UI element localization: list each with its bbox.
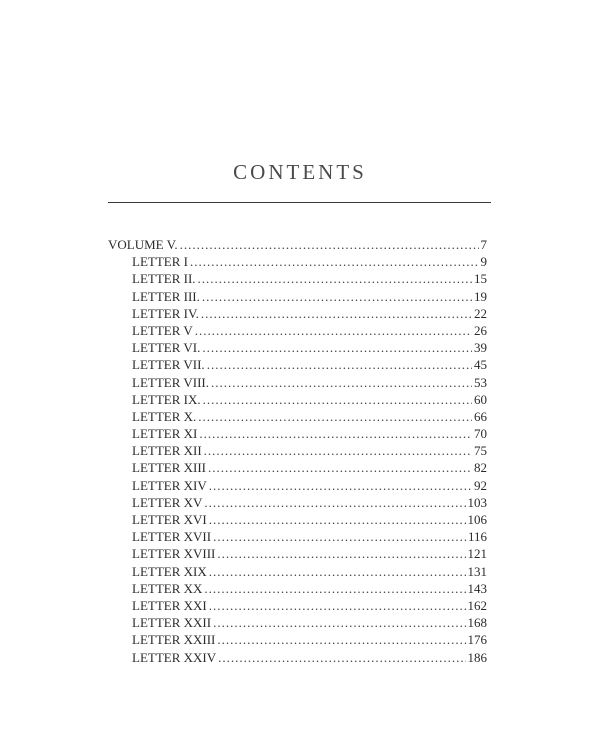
toc-entry-letter[interactable] bbox=[108, 477, 487, 494]
toc-entry-page: 131 bbox=[467, 563, 487, 579]
toc-entry-label: LETTER I bbox=[132, 254, 188, 270]
toc-entry-label: LETTER XIX bbox=[132, 563, 207, 579]
dot-leader bbox=[217, 631, 465, 648]
dot-leader bbox=[202, 339, 472, 356]
toc-entry-label: LETTER XIV bbox=[132, 477, 207, 493]
toc-entry-label: LETTER XX bbox=[132, 580, 203, 596]
toc-entry-page: 26 bbox=[474, 322, 487, 338]
toc-entry-page: 106 bbox=[467, 512, 487, 527]
title-divider bbox=[108, 202, 491, 203]
toc-entry-label: LETTER XII bbox=[132, 443, 202, 459]
toc-entry-page: 121 bbox=[467, 546, 487, 562]
dot-leader bbox=[217, 545, 465, 562]
toc-entry-page: 75 bbox=[474, 443, 487, 459]
toc-entry-page: 15 bbox=[474, 271, 487, 287]
dot-leader bbox=[208, 459, 472, 476]
toc-entry-page: 162 bbox=[467, 597, 487, 613]
toc-entry-page: 9 bbox=[480, 254, 487, 270]
toc-entry-label: LETTER IV. bbox=[132, 305, 199, 321]
toc-entry-letter[interactable] bbox=[108, 631, 487, 648]
toc-entry-letter[interactable] bbox=[108, 494, 487, 511]
toc-entry-label: LETTER XV bbox=[132, 494, 203, 510]
dot-leader bbox=[204, 494, 465, 511]
dot-leader bbox=[202, 288, 472, 305]
toc-entry-label: LETTER V bbox=[132, 322, 193, 338]
toc-entry-label: VOLUME V. bbox=[108, 237, 178, 252]
toc-entry-page: 66 bbox=[474, 408, 487, 424]
toc-entry-label: LETTER II. bbox=[132, 271, 196, 287]
toc-entry-label: LETTER IX. bbox=[132, 391, 201, 407]
toc-entry-letter[interactable] bbox=[108, 425, 487, 442]
toc-entry-page: 82 bbox=[474, 460, 487, 476]
toc-entry-page: 7 bbox=[480, 237, 487, 252]
dot-leader bbox=[195, 322, 472, 339]
dot-leader bbox=[204, 442, 472, 459]
toc-entry-page: 70 bbox=[474, 426, 487, 442]
toc-entry-label: LETTER III. bbox=[132, 288, 200, 304]
toc-entry-label: LETTER XXIV bbox=[132, 649, 217, 665]
dot-leader bbox=[209, 477, 472, 494]
toc-entry-page: 92 bbox=[474, 477, 487, 493]
toc-entry-label: LETTER XXIII bbox=[132, 632, 216, 648]
toc-entry-letter[interactable] bbox=[108, 374, 487, 391]
toc-entry-page: 39 bbox=[474, 340, 487, 356]
toc-entry-letter[interactable] bbox=[108, 305, 487, 322]
toc-entry-letter[interactable] bbox=[108, 459, 487, 476]
toc-entry-page: 19 bbox=[474, 288, 487, 304]
toc-entry-page: 53 bbox=[474, 374, 487, 390]
toc-entry-letter[interactable] bbox=[108, 580, 487, 597]
toc-entry-letter[interactable] bbox=[108, 253, 487, 270]
toc-entry-letter[interactable] bbox=[108, 408, 487, 425]
toc-entry-label: LETTER XXI bbox=[132, 597, 207, 613]
toc-entry-page: 176 bbox=[467, 632, 487, 648]
toc-entry-label: LETTER VII. bbox=[132, 357, 205, 373]
dot-leader bbox=[203, 391, 472, 408]
toc-entry-label: LETTER VIII. bbox=[132, 374, 210, 390]
toc-entry-letter[interactable] bbox=[108, 339, 487, 356]
dot-leader bbox=[209, 563, 466, 580]
toc-entry-letter[interactable] bbox=[108, 614, 487, 631]
toc-entry-letter[interactable] bbox=[108, 442, 487, 459]
toc-entry-page: 143 bbox=[467, 580, 487, 596]
toc-entry-letter[interactable] bbox=[108, 270, 487, 287]
dot-leader bbox=[204, 580, 465, 597]
toc-entry-letter[interactable] bbox=[108, 322, 487, 339]
toc-entry-letter[interactable] bbox=[108, 288, 487, 305]
toc-entry-page: 45 bbox=[474, 357, 487, 373]
dot-leader bbox=[207, 356, 472, 373]
dot-leader bbox=[180, 236, 479, 253]
dot-leader bbox=[199, 425, 472, 442]
toc-entry-page: 22 bbox=[474, 305, 487, 321]
page-title: CONTENTS bbox=[233, 160, 367, 184]
dot-leader bbox=[213, 614, 465, 631]
dot-leader bbox=[211, 374, 472, 391]
toc-entry-page: 168 bbox=[467, 615, 487, 631]
toc-entry-label: LETTER XI bbox=[132, 426, 198, 442]
toc-entry-letter[interactable] bbox=[108, 391, 487, 408]
dot-leader bbox=[213, 528, 466, 545]
dot-leader bbox=[198, 270, 472, 287]
toc-entry-letter[interactable] bbox=[108, 511, 487, 528]
toc-entry-label: LETTER XVIII bbox=[132, 546, 216, 562]
toc-entry-page: 60 bbox=[474, 391, 487, 407]
toc-entry-label: LETTER VI. bbox=[132, 340, 201, 356]
toc-entry-letter[interactable] bbox=[108, 597, 487, 614]
toc-entry-label: LETTER XIII bbox=[132, 460, 207, 476]
toc-entry-letter[interactable] bbox=[108, 649, 487, 666]
dot-leader bbox=[218, 649, 465, 666]
toc-entry-letter[interactable] bbox=[108, 356, 487, 373]
toc-entry-page: 103 bbox=[467, 494, 487, 510]
toc-entry-label: LETTER XXII bbox=[132, 615, 212, 631]
toc-entry-letter[interactable] bbox=[108, 563, 487, 580]
dot-leader bbox=[198, 408, 472, 425]
toc-entry-letter[interactable] bbox=[108, 545, 487, 562]
toc-entry-page: 186 bbox=[467, 649, 487, 665]
dot-leader bbox=[201, 305, 472, 322]
toc-entry-volume[interactable] bbox=[108, 236, 487, 253]
dot-leader bbox=[190, 253, 479, 270]
table-of-contents bbox=[108, 236, 487, 666]
toc-entry-page: 116 bbox=[467, 529, 487, 545]
toc-entry-letter[interactable] bbox=[108, 528, 487, 545]
dot-leader bbox=[209, 597, 466, 614]
toc-entry-label: LETTER X. bbox=[132, 408, 197, 424]
dot-leader bbox=[209, 511, 466, 528]
toc-entry-label: LETTER XVII bbox=[132, 529, 212, 545]
toc-entry-label: LETTER XVI bbox=[132, 512, 207, 527]
